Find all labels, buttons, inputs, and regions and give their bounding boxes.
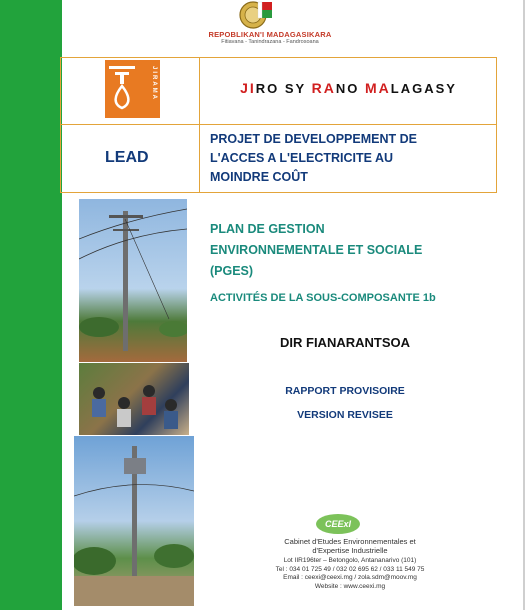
madagascar-seal-icon — [234, 0, 272, 30]
project-title-line: L'ACCES A L'ELECTRICITE AU — [210, 151, 394, 165]
consultant-website: Website : www.ceexi.mg — [314, 582, 386, 590]
consultant-name — [240, 537, 460, 555]
consultant-phone: Tel : 034 01 725 49 / 032 02 695 62 / 033 11 549 75 — [275, 565, 425, 573]
consultant-contacts — [240, 557, 460, 591]
ceexi-logo: CEExI — [316, 514, 360, 534]
document-title-line: (PGES) — [210, 264, 254, 278]
water-tap-icon — [105, 60, 145, 114]
jirama-title-part: JI — [240, 80, 256, 96]
document-title — [210, 219, 500, 282]
document-title-line: PLAN DE GESTION — [210, 222, 325, 236]
jirama-full-name — [200, 80, 497, 96]
consultant-name-line: d'Expertise Industrielle — [312, 546, 388, 555]
jirama-title-part: RO SY — [255, 81, 312, 96]
report-status-line: VERSION REVISEE — [297, 409, 393, 421]
table-divider-vertical — [199, 57, 200, 193]
jirama-logo-text: JIRAMA — [151, 66, 157, 102]
region-name: DIR FIANARANTSOA — [280, 335, 410, 350]
green-side-bar — [0, 0, 62, 610]
power-pole-photo — [79, 199, 187, 362]
report-status-line: RAPPORT PROVISOIRE — [285, 385, 405, 397]
jirama-title-part: RA — [311, 80, 336, 96]
project-title — [210, 130, 490, 187]
project-title-line: MOINDRE COÛT — [210, 170, 308, 184]
jirama-title-part: MA — [364, 80, 391, 96]
project-code: LEAD — [105, 149, 149, 166]
jirama-logo — [105, 60, 160, 118]
table-divider-horizontal — [60, 124, 497, 125]
consultant-address: Lot IIR196ter – Betongolo, Antananarivo (101) — [283, 557, 417, 564]
report-status — [200, 379, 490, 427]
document-title-line: ENVIRONNEMENTALE ET SOCIALE — [210, 243, 423, 257]
jirama-title-part: LAGASY — [390, 81, 457, 96]
community-meeting-photo — [79, 363, 189, 435]
consultant-name-line: Cabinet d'Etudes Environnementales et — [284, 537, 416, 546]
jirama-title-part: NO — [335, 81, 365, 96]
project-title-line: PROJET DE DEVELOPPEMENT DE — [210, 132, 417, 146]
consultant-email: Email : ceexi@ceexi.mg / zola.sdm@moov.mg — [283, 574, 417, 581]
republic-name: REPOBLIKAN'I MADAGASIKARA — [208, 30, 332, 39]
republic-motto: Fitiavana - Tanindrazana - Fandrosoana — [221, 39, 319, 45]
document-subtitle: ACTIVITÉS DE LA SOUS-COMPOSANTE 1b — [210, 292, 436, 304]
transformer-pole-photo — [74, 436, 194, 606]
